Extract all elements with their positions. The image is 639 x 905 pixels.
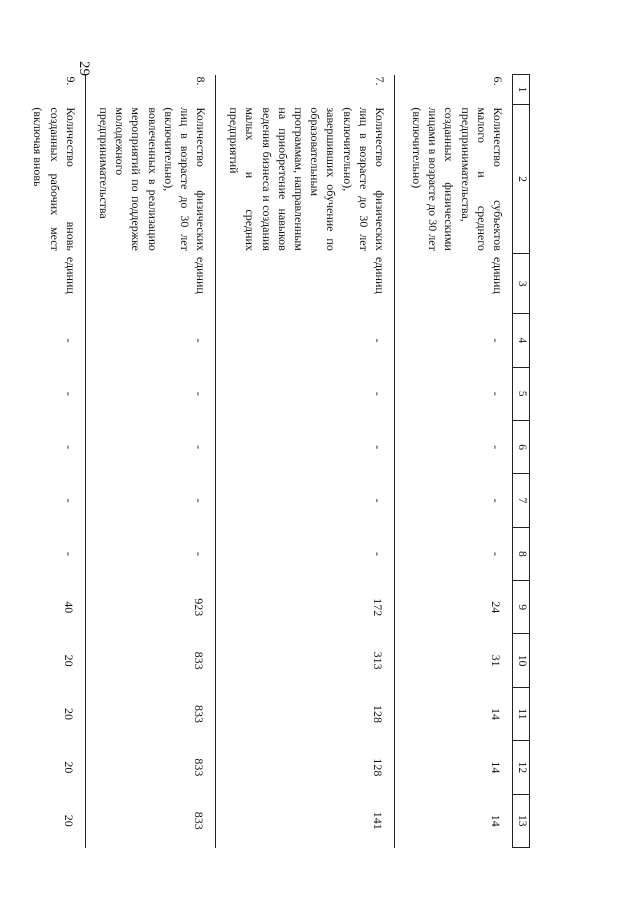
column-header: 13 xyxy=(513,794,530,847)
row-value: - xyxy=(216,474,395,527)
row-value: 833 xyxy=(85,794,215,847)
row-value: 31 xyxy=(395,634,513,687)
row-value: - xyxy=(216,420,395,473)
row-value: - xyxy=(216,314,395,367)
column-header: 5 xyxy=(513,367,530,420)
row-value: - xyxy=(85,527,215,580)
row-index: 9. xyxy=(63,76,78,86)
row-value: 14 xyxy=(395,741,513,794)
row-value: - xyxy=(395,367,513,420)
row-value: - xyxy=(61,391,76,396)
row-value: 128 xyxy=(216,687,395,740)
row-description: Количество субъектов малого и среднего предпринимательства, созданных физическими лицами в возрасте до 30 лет (включительно) xyxy=(395,104,513,253)
row-value: - xyxy=(85,367,215,420)
row-value: 833 xyxy=(85,687,215,740)
column-header: 9 xyxy=(513,581,530,634)
column-header: 3 xyxy=(513,254,530,314)
row-value: 14 xyxy=(395,687,513,740)
table-row xyxy=(20,75,85,848)
row-value: 20 xyxy=(61,707,76,720)
row-value: - xyxy=(395,527,513,580)
row-unit: единиц xyxy=(85,254,215,314)
row-value: 20 xyxy=(61,761,76,774)
table-row xyxy=(216,75,395,848)
row-index: 8. xyxy=(85,75,215,105)
row-description: Количество физических лиц в возрасте до 30 лет (включительно), вовлеченных в реализацию мероприятий по поддержке молодежного предпринимательства xyxy=(85,104,215,253)
row-value: 833 xyxy=(85,741,215,794)
indicators-table xyxy=(20,74,530,848)
row-value: - xyxy=(85,314,215,367)
column-header: 2 xyxy=(513,104,530,253)
rotated-table-container xyxy=(31,74,530,848)
row-value: 14 xyxy=(395,794,513,847)
row-value: 40 xyxy=(61,601,76,614)
row-value: - xyxy=(85,474,215,527)
row-unit: единиц xyxy=(395,254,513,314)
row-unit: единиц xyxy=(216,254,395,314)
row-value: - xyxy=(216,367,395,420)
row-value: 20 xyxy=(61,654,76,667)
column-header: 8 xyxy=(513,527,530,580)
row-value: 20 xyxy=(61,814,76,827)
row-value: - xyxy=(85,420,215,473)
row-value: 923 xyxy=(85,581,215,634)
column-header: 4 xyxy=(513,314,530,367)
row-description: Количество вновь созданных рабочих мест (включая вновь xyxy=(31,107,78,251)
column-header: 12 xyxy=(513,741,530,794)
row-value: 172 xyxy=(216,581,395,634)
row-index: 6. xyxy=(395,75,513,105)
row-value: 128 xyxy=(216,741,395,794)
row-description: Количество физических лиц в возрасте до 30 лет (включительно), завершивших обучение по образовательным программам, направленным на приобретение навыков ведения бизнеса и создания малых и средних предприятий xyxy=(216,104,395,253)
row-value: - xyxy=(395,314,513,367)
row-value: - xyxy=(395,474,513,527)
row-value: - xyxy=(61,445,76,450)
row-value: - xyxy=(61,498,76,503)
row-value: - xyxy=(61,338,76,343)
table-row xyxy=(395,75,513,848)
page-number: 29 xyxy=(76,61,92,76)
row-value: - xyxy=(61,551,76,556)
column-header: 11 xyxy=(513,687,530,740)
column-header: 1 xyxy=(513,75,530,105)
row-value: - xyxy=(216,527,395,580)
table-row xyxy=(85,75,215,848)
row-value: 833 xyxy=(85,634,215,687)
row-index: 7. xyxy=(216,75,395,105)
row-value: 141 xyxy=(216,794,395,847)
row-value: 24 xyxy=(395,581,513,634)
row-value: 313 xyxy=(216,634,395,687)
header-row xyxy=(513,75,530,848)
column-header: 10 xyxy=(513,634,530,687)
column-header: 7 xyxy=(513,474,530,527)
row-unit: единиц xyxy=(63,256,78,294)
row-value: - xyxy=(395,420,513,473)
column-header: 6 xyxy=(513,420,530,473)
